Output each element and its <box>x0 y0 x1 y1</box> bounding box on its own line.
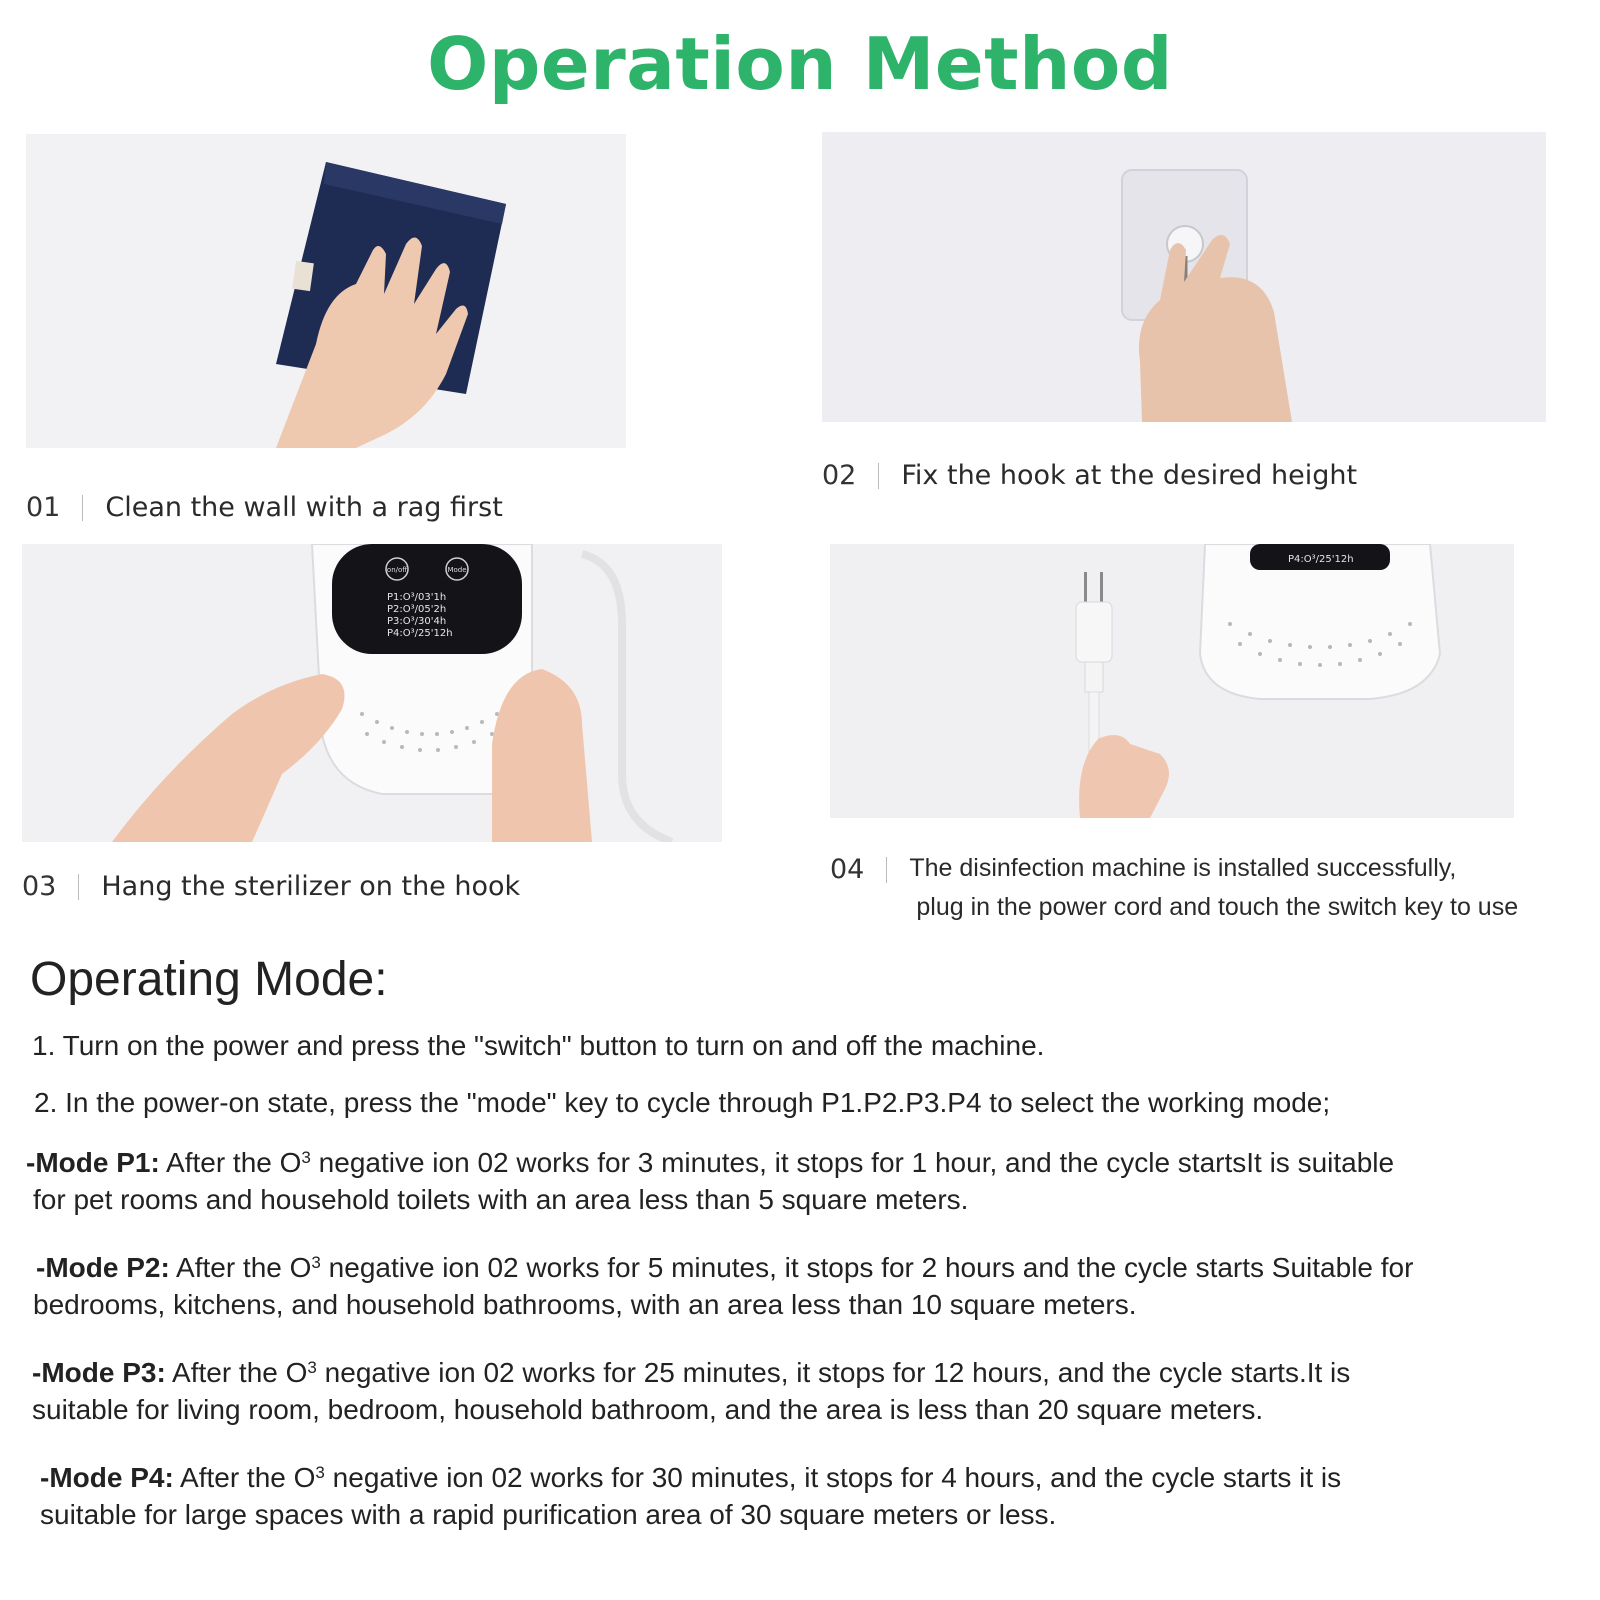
mode-label: -Mode P2: <box>36 1252 170 1283</box>
device-p1: P1:O³/03'1h <box>387 592 447 603</box>
step-text: Hang the sterilizer on the hook <box>101 871 521 902</box>
step-text-line1: The disinfection machine is installed successfully, <box>909 854 1457 882</box>
mode-text-a: After the O <box>169 1252 312 1283</box>
mode-p1 <box>26 1144 1566 1218</box>
operating-step-2: 2. In the power-on state, press the "mode" key to cycle through P1.P2.P3.P4 to select the working mode; <box>34 1087 1331 1118</box>
mode-label: -Mode P4: <box>40 1462 174 1493</box>
device-btn-onoff: on/off <box>386 566 408 574</box>
mode-text-a: After the O <box>173 1462 316 1493</box>
step-text <box>909 854 1518 922</box>
device-p3: P3:O³/30'4h <box>387 616 447 627</box>
mode-p3 <box>32 1354 1572 1428</box>
mode-label: -Mode P3: <box>32 1357 166 1388</box>
device-btn-mode: Mode <box>447 566 467 574</box>
mode-label: -Mode P1: <box>26 1147 160 1178</box>
mode-text-a: After the O <box>159 1147 302 1178</box>
step-text: Fix the hook at the desired height <box>901 460 1358 491</box>
mode-sup: 3 <box>311 1253 321 1272</box>
mode-sup: 3 <box>315 1463 325 1482</box>
mode-text-b: negative ion 02 works for 5 minutes, it stops for 2 hours and the cycle starts Suitable for <box>320 1252 1414 1283</box>
mode-sup: 3 <box>307 1358 317 1377</box>
mode-sup: 3 <box>301 1148 311 1167</box>
divider <box>878 463 879 489</box>
page-title: Operation Method <box>427 22 1173 106</box>
device-p4: P4:O³/25'12h <box>387 628 453 639</box>
divider <box>78 874 79 900</box>
photo-hang-sterilizer <box>22 544 722 842</box>
operating-step-1: 1. Turn on the power and press the "switch" button to turn on and off the machine. <box>32 1030 1045 1061</box>
step-number: 03 <box>22 871 57 902</box>
divider <box>82 495 83 521</box>
divider <box>886 857 887 883</box>
step-03-caption <box>22 871 520 902</box>
operating-mode-heading: Operating Mode: <box>30 953 388 1006</box>
sterilizer-device-icon <box>1200 544 1440 699</box>
step-number: 02 <box>822 460 857 491</box>
mode-text-b: negative ion 02 works for 30 minutes, it stops for 4 hours, and the cycle starts it is <box>324 1462 1342 1493</box>
step-text: Clean the wall with a rag first <box>105 492 503 523</box>
mode-text-b: negative ion 02 works for 3 minutes, it stops for 1 hour, and the cycle startsIt is suitable <box>310 1147 1395 1178</box>
photo-plug-cord <box>830 544 1514 818</box>
mode-p4 <box>40 1459 1580 1533</box>
step-04-caption <box>830 854 1518 922</box>
step-02-caption <box>822 460 1357 491</box>
step-number: 01 <box>26 492 61 523</box>
mode-text-line2: bedrooms, kitchens, and household bathrooms, with an area less than 10 square meters. <box>33 1289 1137 1320</box>
device-p4-partial: P4:O³/25'12h <box>1288 554 1354 565</box>
mode-text-b: negative ion 02 works for 25 minutes, it stops for 12 hours, and the cycle starts.It is <box>316 1357 1351 1388</box>
mode-text-a: After the O <box>165 1357 308 1388</box>
device-p2: P2:O³/05'2h <box>387 604 447 615</box>
step-text-line2: plug in the power cord and touch the switch key to use <box>916 893 1519 921</box>
photo-fix-hook <box>822 132 1546 422</box>
mode-p2 <box>33 1249 1576 1323</box>
mode-text-line2: for pet rooms and household toilets with an area less than 5 square meters. <box>33 1184 969 1215</box>
mode-text-line2: suitable for large spaces with a rapid purification area of 30 square meters or less. <box>40 1499 1057 1530</box>
mode-text-line2: suitable for living room, bedroom, household bathroom, and the area is less than 20 square meters. <box>32 1394 1264 1425</box>
photo-clean-wall <box>26 134 806 448</box>
step-01-caption <box>26 492 503 523</box>
step-number: 04 <box>830 854 865 885</box>
